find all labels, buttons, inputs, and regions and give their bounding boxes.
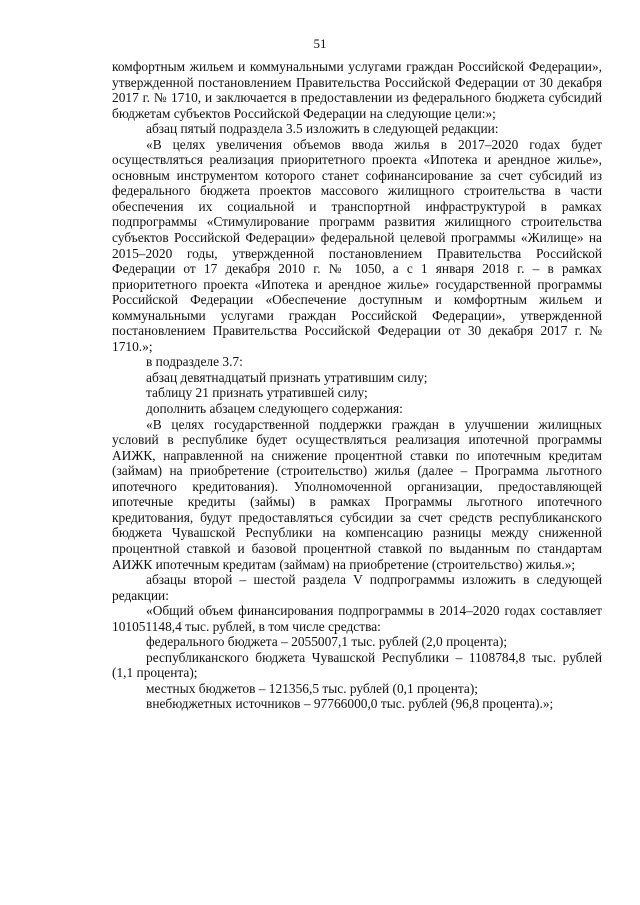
paragraph: абзацы второй – шестой раздела V подпрограммы изложить в следующей редакции: — [112, 572, 602, 603]
paragraph: таблицу 21 признать утратившей силу; — [146, 385, 368, 401]
paragraph: местных бюджетов – 121356,5 тыс. рублей (0,1 процента); — [146, 680, 479, 696]
paragraph: абзац пятый подраздела 3.5 изложить в следующей редакции: — [146, 121, 499, 137]
paragraph: в подразделе 3.7: — [146, 354, 243, 370]
paragraph: «В целях увеличения объемов ввода жилья в 2017–2020 годах будет осуществляться реализация приоритетного проекта «Ипотека и арендное жилье», основным инструментом которого станет софинансирование за счет субсидий из федерального бюджета проектов массового жилищного строительства в части обеспечения их социальной и транспортной инфраструктурой в рамках подпрограммы «Стимулирование программ развития жилищного строительства субъектов Российской Федерации» федеральной целевой программы «Жилище» на 2015–2020 годы, утвержденной постановлением Правительства Российской Федерации от 17 декабря 2010 г. № 1050, а с 1 января 2018 г. – в рамках приоритетного проекта «Ипотека и арендное жилье» государственной программы Российской Федерации «Обеспечение доступным и комфортным жильем и коммунальными услугами граждан Российской Федерации», утвержденной постановлением Правительства Российской Федерации от 30 декабря 2017 г. № 1710.»; — [112, 136, 602, 354]
paragraph: «Общий объем финансирования подпрограммы в 2014–2020 годах составляет 101051148,4 тыс. рублей, в том числе средства: — [112, 603, 602, 634]
paragraph: федерального бюджета – 2055007,1 тыс. рублей (2,0 процента); — [146, 634, 508, 650]
paragraph: комфортным жильем и коммунальными услугами граждан Российской Федерации», утвержденной постановлением Правительства Российской Федерации от 30 декабря 2017 г. № 1710, и заключается в предоставлении из федерального бюджета субсидий бюджетам субъектов Российской Федерации на следующие цели:»; — [112, 59, 602, 121]
page-number: 51 — [313, 36, 327, 51]
paragraph: абзац девятнадцатый признать утратившим силу; — [146, 369, 428, 385]
paragraph: дополнить абзацем следующего содержания: — [146, 401, 403, 417]
document-body — [112, 59, 602, 712]
paragraph: республиканского бюджета Чувашской Республики – 1108784,8 тыс. рублей (1,1 процента); — [112, 649, 602, 681]
paragraph: «В целях государственной поддержки граждан в улучшении жилищных условий в республике будет осуществляться реализация ипотечной программы АИЖК, направленной на снижение процентной ставки по ипотечным кредитам (займам) на приобретение (строительство) жилья (далее – Программа льготного ипотечного кредитования). Уполномоченной организации, предоставляющей ипотечные кредиты (займы) в рамках Программы льготного ипотечного кредитования, будут предоставляться субсидии за счет средств республиканского бюджета Чувашской Республики на компенсацию разницы между сниженной процентной ставкой и базовой процентной ставкой по выданным по стандартам АИЖК ипотечным кредитам (займам) на приобретение (строительство) жилья.»; — [112, 416, 602, 572]
paragraph: внебюджетных источников – 97766000,0 тыс. рублей (96,8 процента).»; — [146, 696, 554, 712]
